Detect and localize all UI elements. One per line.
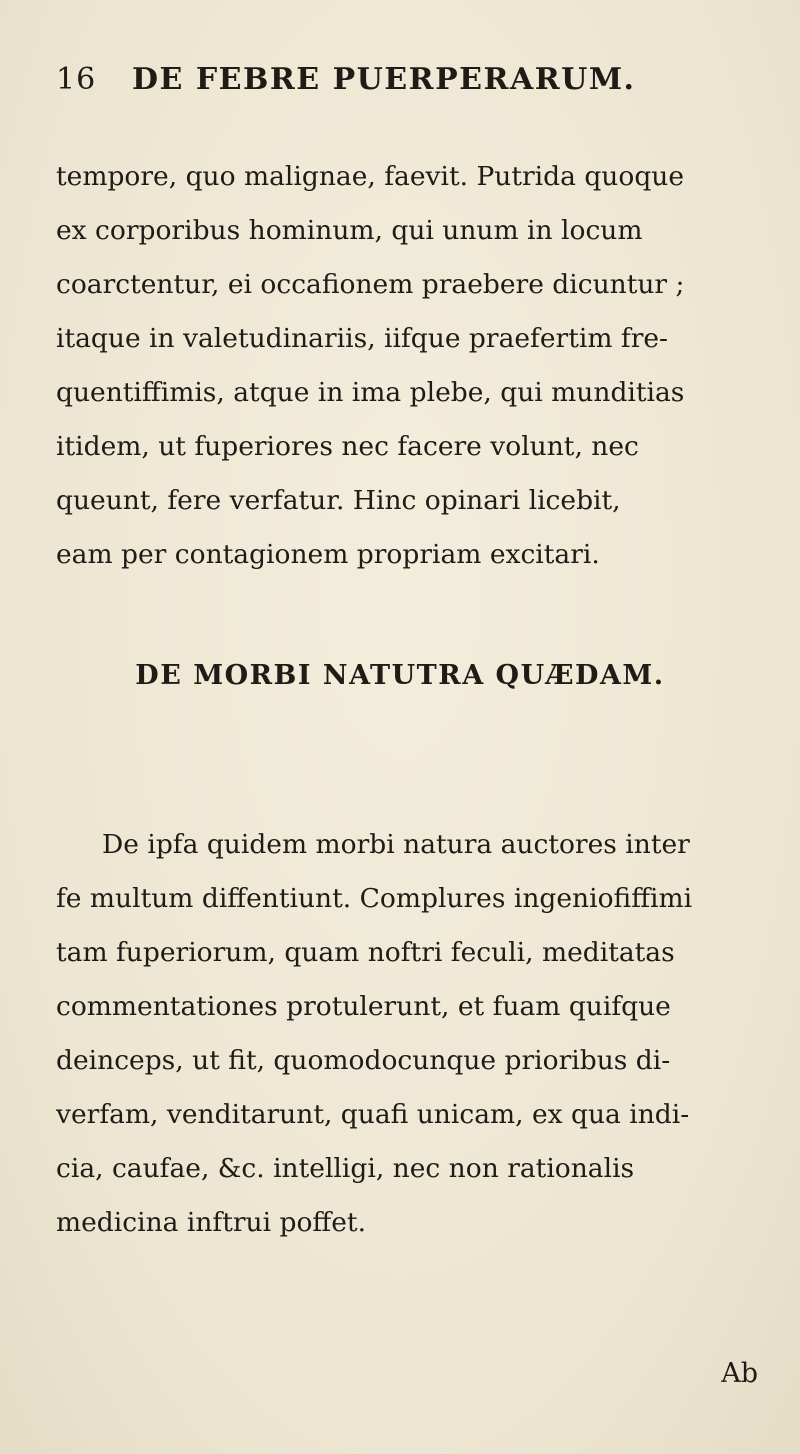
text-line: coarctentur, ei occafionem praebere dicuntur ; [56,269,685,300]
text-line: deinceps, ut fit, quomodocunque prioribus di- [56,1045,671,1076]
paragraph-1 [56,150,792,582]
text-line: verfam, venditarunt, quafi unicam, ex qua indi- [56,1099,690,1130]
text-line: queunt, fere verfatur. Hinc opinari licebit, [56,485,621,516]
section-heading: DE MORBI NATUTRA QUÆDAM. [135,660,665,691]
text-line: cia, caufae, &c. intelligi, nec non rationalis [56,1153,635,1184]
text-line: tempore, quo malignae, faevit. Putrida quoque [56,161,685,192]
text-line: medicina inftrui poffet. [56,1207,366,1238]
text-line: tam fuperiorum, quam noftri feculi, meditatas [56,937,675,968]
text-line: itidem, ut fuperiores nec facere volunt, nec [56,431,639,462]
paragraph-2 [56,818,792,1250]
catchword: Ab [721,1358,758,1389]
text-line: quentiffimis, atque in ima plebe, qui munditias [56,377,685,408]
text-line: itaque in valetudinariis, iifque praefertim fre- [56,323,668,354]
text-line: fe multum diffentiunt. Complures ingeniofiffimi [56,883,693,914]
running-head [56,62,740,112]
text-line: De ipfa quidem morbi natura auctores inter [102,829,690,860]
text-line: commentationes protulerunt, et fuam quifque [56,991,671,1022]
running-title: DE FEBRE PUERPERARUM. [132,62,636,97]
page-number: 16 [56,62,97,97]
text-line: ex corporibus hominum, qui unum in locum [56,215,643,246]
text-line: eam per contagionem propriam excitari. [56,539,600,570]
